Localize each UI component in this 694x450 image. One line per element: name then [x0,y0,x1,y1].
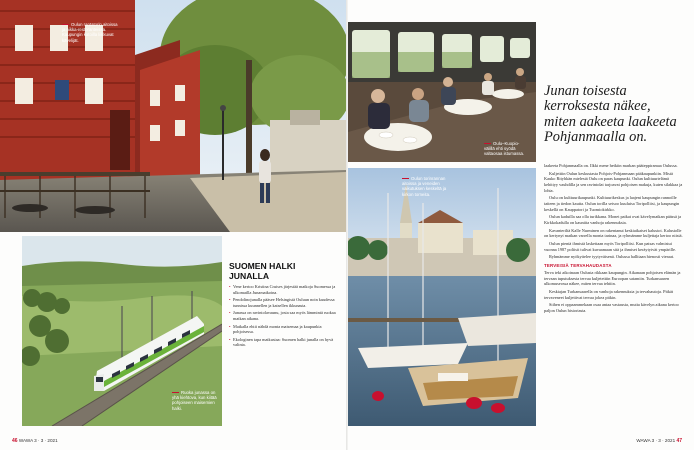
sidebar-item: • Vene kertoo Kristina Cruises järjestää matkoja Suomessa ja ulkomailla Junamatkoina. [229,284,337,295]
caption-harbor-view-text: Oulun torinrannan aitoissa ja veneiden vaikutuksen keskeltä ja kirkon torneita. [402,176,447,197]
folio-right [636,438,682,444]
page-number-left: 46 [12,438,18,444]
article-subhead: TERVEISIÄ TERVAHAUDASTA [544,263,612,269]
sidebar-list-column [229,284,337,350]
article-column [544,163,684,316]
article-paragraph: Keskiajan Turkansaarella on vanhoja rakennuksia ja tervahautoja. Pitkät tervaveneet kuljettivat tervaa jokea pitkin. [544,289,674,300]
article-paragraph: Siihen ei oppaammekaan osaa antaa vastausta, mutta kävelyn aikana kertoo paljon Oulun historiasta. [544,302,679,314]
pull-quote: Junan toisesta kerroksesta näkee, miten aakeeta laakeeta Pohjanmaalla on. [544,83,677,146]
article-paragraph: Kuljettiin Oulun keskustasta Pohjois-Pohjanmaan pääkaupunkiin. Mistä Kauko Rityhkän mielestä Oulu on paras kaupunki. Oulun kulttuurielämä kehittyy vauhdilla ja sen ravintolat tarjoavat pohjoisen makuja, kuten silakkaa ja lohta. [544,170,683,193]
photo-red-buildings [0,0,346,232]
article-paragraph: Kavanteriltä Kalle Nurminen on rakentanut keskiaikaiset kalustot. Kalustolle on kertynyt matkan varrella monta tarinaa, ja ryhmämme kuljettaja kertoo niistä. [544,227,683,239]
caption-accent-bar [402,178,409,179]
article-paragraph: Oulun pientä ihmistä laskettaan myös Toripolliisi. Kun patsas valmistui vuonna 1987 poliisit tulivat kuvaamaan sitä ja ihmiset keräytyivät ympärille. [544,241,676,252]
article-paragraph: Ryhmämme nyökyttelee tyytyväisenä. Oulussa hallitaan hienosti vieraat. [549,254,675,260]
caption-harbor-street-text: Oulun rantatorin aitoissa ja nikka-restoranteissa. Kaupungin katoilla liikkuvat kävelijät. [62,22,118,43]
article-paragraph: Oulu on kulttuurikaupunki. Kulttuurikeskus ja laajeni kaupungin rannoille taiteen ja tiedon kautta. Oulun torilla seisoo kuuluisa Toripolliisi, ja kaupungin keskellä on Kauppatori ja Tuomiokirkko. [544,195,680,212]
caption-train-dining [484,141,530,157]
folio-left-text: WAWA 3 · 3 · 2021 [18,438,58,443]
article-paragraph: laakeeta Pohjanmaalla on. Ilkki mene hetkiin markan pääteppiramaa Oulussa. [544,163,678,168]
caption-harbor-view [402,176,452,197]
sidebar-item: • Junassa on ravintolavaunu, josta saa myös lämmintä ruokaa matkan aikana. [229,310,337,321]
caption-accent-bar [172,392,179,393]
caption-accent-bar [62,24,69,25]
sidebar-item: • Ekologinen tapa matkustaa: Suomen halki junalla on hyvä valinta. [229,337,337,348]
sidebar-item: • Matkalla ehtii nähdä monta maisemaa ja kaupunkia pohjoisessa. [229,324,337,335]
sidebar-item: • Pendolinojunalla pääsee Helsingistä Ouluun noin kuudessa tunnissa kuunnellen ja katsellen ikkunasta. [229,297,337,308]
folio-right-text: WAWA 3 · 3 · 2021 [636,438,676,443]
sidebar-title: SUOMEN HALKI JUNALLA [229,261,296,281]
caption-train-landscape [172,390,218,411]
caption-train-dining-text: Oulu–Kuopio-välillä ehti syödä valtaosaa istumassa. [484,141,525,157]
photo-red-buildings-art [0,0,346,232]
article-paragraph: Oulun kaduilla saa olla turikkana. Monet paikat ovat kävelymatkan päässä ja Kirkkokadulla on kauniita vanhoja rakennuksia. [544,214,682,225]
caption-accent-bar [484,143,491,144]
photo-oulu-harbor-art [348,168,536,426]
sidebar-bullet-list [229,284,337,348]
photo-oulu-harbor [348,168,536,426]
caption-harbor-street [62,22,120,43]
article-paragraph: Terva teki aikoinaan Oulusta rikkaan kaupungin. Aikanaan pohjoisen elämän ja tervaan tuputuksesta tervaa kuljetettiin Euroopan satamiin. Turkansaaren ulkomuseossa näkee, miten tervaa tehtiin. [544,270,681,287]
folio-left [12,438,58,444]
caption-train-landscape-text: Ruoka junassa on yhä kiehtova, kun kiitää pohjoiseen maisemien halki. [172,390,217,411]
page-gutter [346,0,348,450]
page-number-right: 47 [676,438,682,444]
